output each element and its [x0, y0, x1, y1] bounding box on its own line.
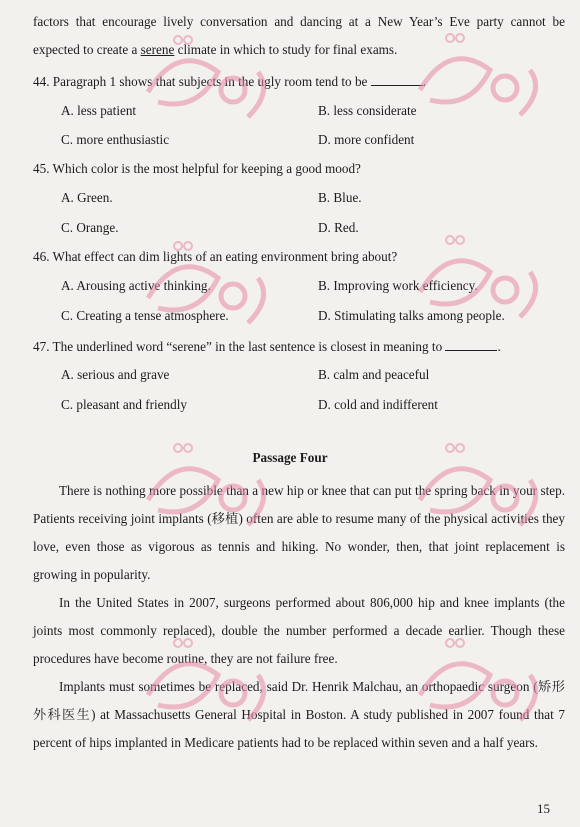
passage-paragraph-3: Implants must sometimes be replaced, said Dr. Henrik Malchau, an orthopaedic surgeon (矫形外科医生) at Massachusetts General Hospital in Boston. A study published in 2007 found that 7 percent of hips implanted in Medicare patients had to be replaced within seven and a half years.	[33, 679, 565, 750]
intro-paragraph	[33, 8, 565, 64]
option-45-a: A. Green.	[61, 190, 113, 205]
page-number: 15	[537, 801, 550, 816]
question-45: 45. Which color is the most helpful for keeping a good mood?	[33, 161, 361, 176]
intro-line-1: factors that encourage lively conversation and dancing at a New Year’s Eve party cannot be expected	[33, 14, 565, 57]
option-45-b: B. Blue.	[318, 190, 362, 205]
option-44-c: C. more enthusiastic	[61, 132, 170, 147]
passage-paragraph-2: In the United States in 2007, surgeons performed about 806,000 hip and knee implants (the joints most commonly replaced), double the number performed a decade earlier. Though these procedures have become routine, they are not failure free.	[33, 595, 565, 666]
passage-paragraph-1: There is nothing more possible than a new hip or knee that can put the spring back in your step. Patients receiving joint implants (移植) often are able to resume many of the physical activities they love, even those as vigorous as tennis and hiking. No wonder, then, that joint replacement is growing in popularity.	[33, 483, 565, 582]
option-44-a: A. less patient	[61, 103, 137, 118]
option-47-a: A. serious and grave	[61, 367, 170, 382]
option-45-d: D. Red.	[318, 220, 359, 235]
option-46-c: C. Creating a tense atmosphere.	[61, 308, 229, 323]
intro-line-2-end: climate in which to study for final exams.	[174, 42, 398, 57]
option-44-d: D. more confident	[318, 132, 415, 147]
intro-line-2-start: to create a	[83, 42, 141, 57]
question-47: 47. The underlined word “serene” in the last sentence is closest in meaning to .	[33, 339, 501, 354]
option-47-b: B. calm and peaceful	[318, 367, 430, 382]
option-46-d: D. Stimulating talks among people.	[318, 308, 505, 323]
option-46-a: A. Arousing active thinking.	[61, 278, 211, 293]
passage-title: Passage Four	[252, 450, 328, 465]
question-46: 46. What effect can dim lights of an eating environment bring about?	[33, 249, 398, 264]
option-46-b: B. Improving work efficiency.	[318, 278, 478, 293]
answer-blank	[445, 338, 497, 351]
underlined-word-serene: serene	[140, 42, 175, 57]
option-47-d: D. cold and indifferent	[318, 397, 438, 412]
option-45-c: C. Orange.	[61, 220, 119, 235]
question-44: 44. Paragraph 1 shows that subjects in the ugly room tend to be .	[33, 74, 426, 89]
option-44-b: B. less considerate	[318, 103, 417, 118]
option-47-c: C. pleasant and friendly	[61, 397, 187, 412]
answer-blank	[371, 73, 423, 86]
